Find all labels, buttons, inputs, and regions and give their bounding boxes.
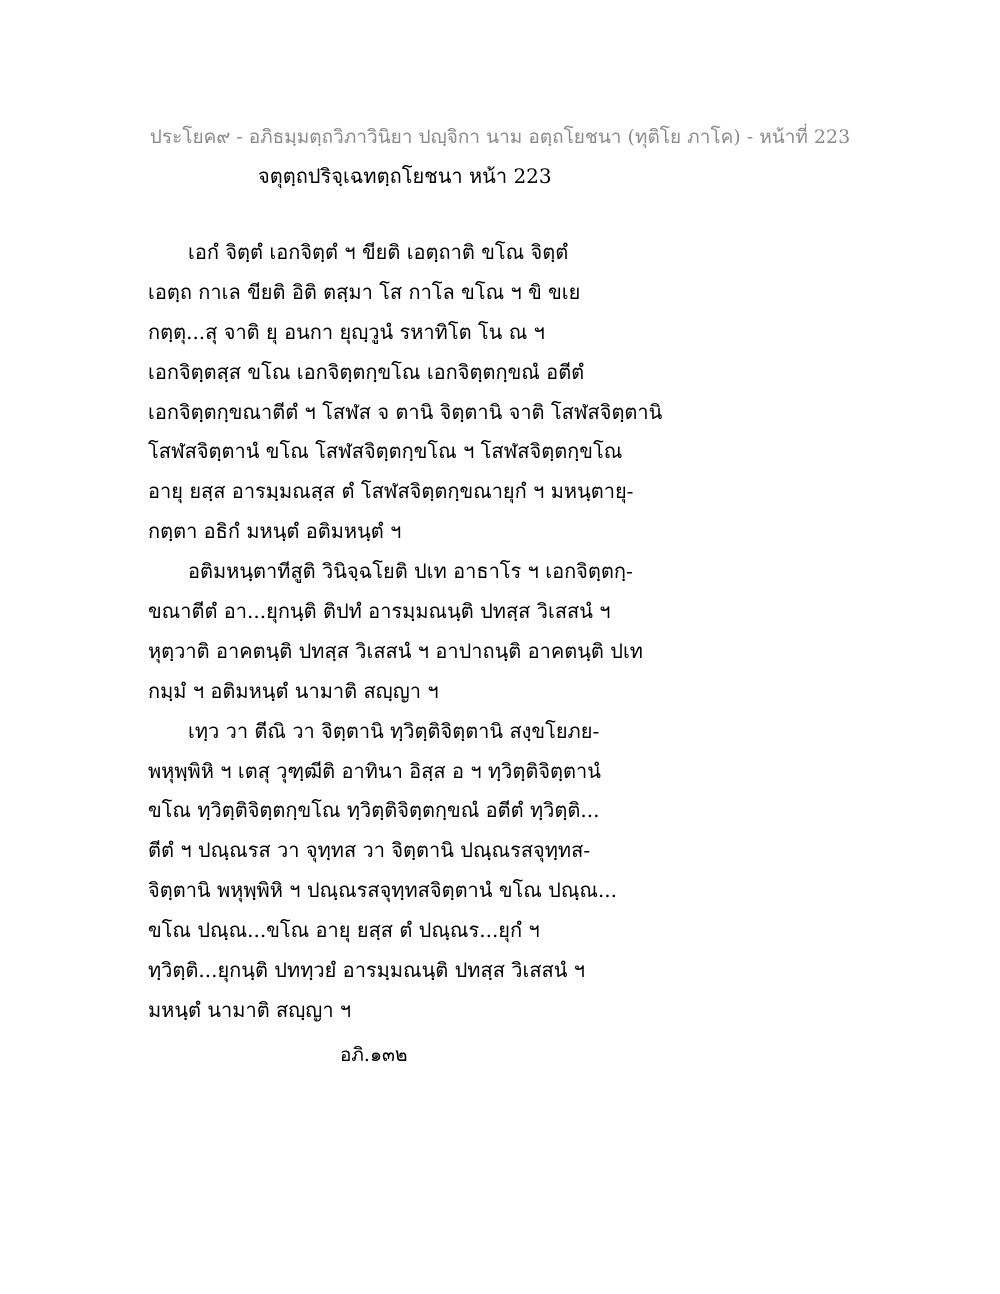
text-line: เทฺว วา ตีณิ วา จิตฺตานิ ทฺวิตฺติจิตฺตานิ สงฺขโยภย- (188, 718, 600, 743)
text-line: กมฺมํ ฯ อติมหนฺตํ นามาติ สญฺญา ฯ (148, 678, 439, 703)
text-line: ทฺวิตฺติ...ยุกนฺติ ปททฺวยํ อารมฺมณนฺติ ปทสฺส วิเสสนํ ฯ (148, 958, 585, 983)
text-line: ตีตํ ฯ ปณฺณรส วา จุทฺทส วา จิตฺตานิ ปณฺณรสจุทฺทส- (148, 838, 591, 863)
text-line: เอกจิตฺตสฺส ขโณ เอกจิตฺตกฺขโณ เอกจิตฺตกฺขณํ อตีตํ (148, 359, 585, 384)
text-line: เอตฺถ กาเล ขียติ อิติ ตสฺมา โส กาโล ขโณ ฯ ขิ ขเย (148, 279, 581, 304)
text-line: เอกํ จิตฺตํ เอกจิตฺตํ ฯ ขียติ เอตฺถาติ ขโณ จิตฺตํ (188, 240, 569, 264)
section-title: จตุตฺถปริจฺเฉทตฺถโยชนา หน้า 223 (258, 164, 552, 188)
footnote-reference: อภิ.๑๓๒ (340, 1044, 408, 1066)
body-text (148, 233, 908, 1031)
text-line: ขโณ ทฺวิตฺติจิตฺตกฺขโณ ทฺวิตฺติจิตฺตกฺขณํ อตีตํ ทฺวิตฺติ... (148, 798, 600, 823)
text-line: โสฬสจิตฺตานํ ขโณ โสฬสจิตฺตกฺขโณ ฯ โสฬสจิตฺตกฺขโณ (148, 439, 623, 464)
text-line: อายุ ยสฺส อารมฺมณสฺส ตํ โสฬสจิตฺตกฺขณายุกํ ฯ มหนฺตายุ- (148, 479, 634, 504)
text-line: จิตฺตานิ พหุพฺพิหิ ฯ ปณฺณรสจุทฺทสจิตฺตานํ ขโณ ปณฺณ... (148, 878, 618, 903)
text-line: กตฺตุ...สุ จาติ ยุ อนกา ยุญฺวูนํ รหาทิโต โน ณ ฯ (148, 319, 545, 344)
text-line: อติมหนฺตาทีสูติ วินิจฺฉโยติ ปเท อาธาโร ฯ เอกจิตฺตกฺ- (188, 559, 633, 584)
text-line: ขณาตีตํ อา...ยุกนฺติ ติปทํ อารมฺมณนฺติ ปทสฺส วิเสสนํ ฯ (148, 599, 611, 624)
text-line: เอกจิตฺตกฺขณาตีตํ ฯ โสฬส จ ตานิ จิตฺตานิ จาติ โสฬสจิตฺตานิ (148, 399, 663, 424)
running-header: ประโยค๙ - อภิธมฺมตฺถวิภาวินิยา ปญฺจิกา นาม อตฺถโยชนา (ทุติโย ภาโค) - หน้าที่ 223 (149, 126, 851, 148)
text-line: ขโณ ปณฺณ...ขโณ อายุ ยสฺส ตํ ปณฺณร...ยุกํ ฯ (148, 918, 540, 943)
text-line: มหนฺตํ นามาติ สญฺญา ฯ (148, 997, 352, 1022)
text-line: หุตฺวาติ อาคตนฺติ ปทสฺส วิเสสนํ ฯ อาปาถนฺติ อาคตนฺติ ปเท (148, 638, 643, 663)
text-line: พหุพฺพิหิ ฯ เตสุ วุฑฺฒีติ อาทินา อิสฺส อ ฯ ทฺวิตฺติจิตฺตานํ (148, 758, 601, 783)
text-line: กตฺตา อธิกํ มหนฺตํ อติมหนฺตํ ฯ (148, 519, 402, 544)
